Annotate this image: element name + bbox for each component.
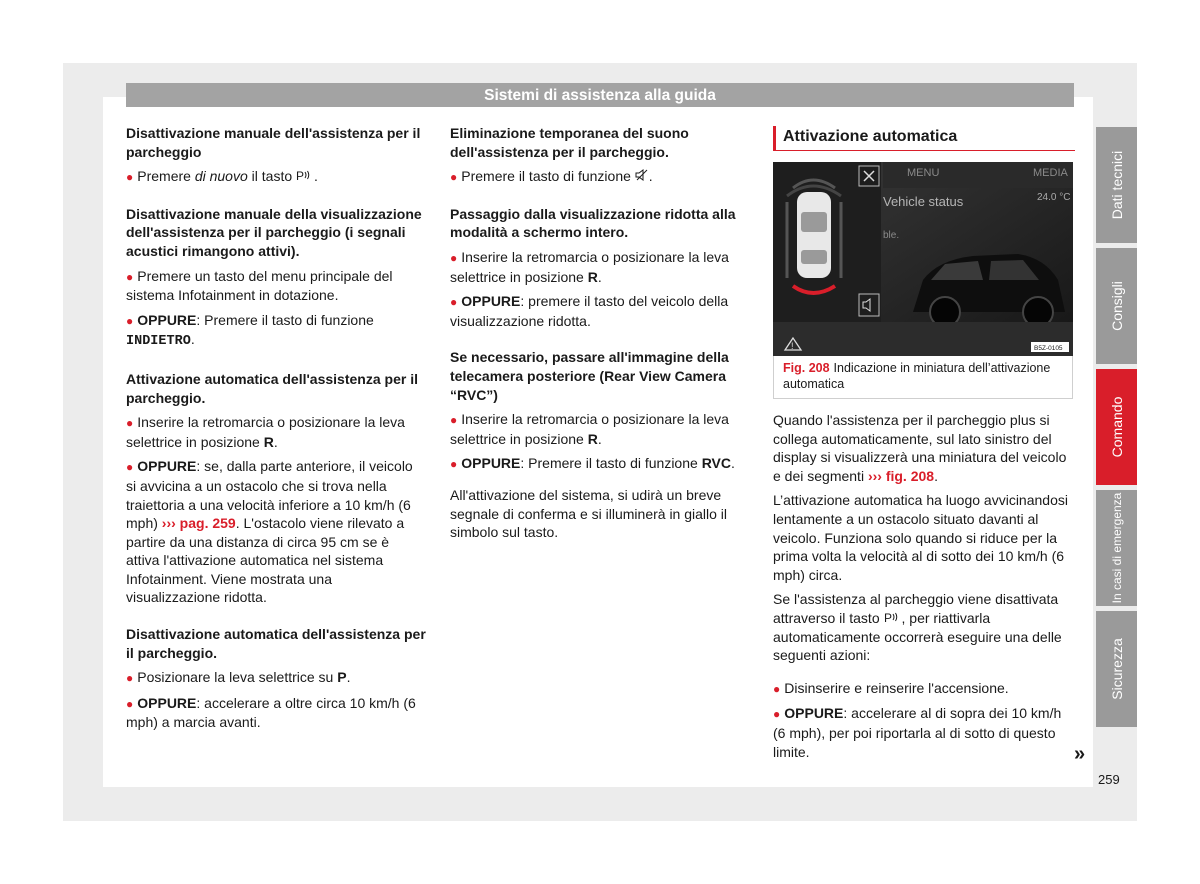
- page-number: 259: [1098, 772, 1120, 787]
- tab-dati-tecnici[interactable]: Dati tecnici: [1096, 127, 1137, 243]
- bullet-icon: ●: [450, 250, 458, 265]
- paragraph: Quando l'assistenza per il parcheggio plus si collega automaticamente, sul lato sinistro del display si visualizzerà una miniatura del veicolo e dei segmenti ››› fig. 208.: [773, 412, 1067, 484]
- speaker-mute-icon: [635, 169, 649, 181]
- tab-comando[interactable]: Comando: [1096, 369, 1137, 485]
- park-assist-icon: [884, 611, 902, 623]
- temperature-label: 24.0 °C: [1037, 192, 1071, 203]
- vehicle-status-label: Vehicle status: [883, 194, 964, 209]
- partial-label: ble.: [883, 230, 900, 241]
- heading-manual-display-deactivation: Disattivazione manuale della visualizzazione dell'assistenza per il parcheggio (i segnali acustici rimangono attivi).: [126, 205, 422, 259]
- bullet-icon: ●: [773, 707, 781, 722]
- paragraph: ● Premere il tasto di funzione .: [450, 168, 653, 185]
- section-title: Attivazione automatica: [773, 126, 1075, 151]
- figure-code: B5Z-0105: [1034, 345, 1063, 352]
- column-2: [450, 124, 750, 548]
- paragraph: L’attivazione automatica ha luogo avvicinandosi lentamente a un ostacolo situato davanti al veicolo. Funziona solo quando si riduce per la prima volta la velocità al di sotto dei 10 km/h (6 mph) circa.: [773, 492, 1068, 583]
- paragraph: ● OPPURE: Premere il tasto di funzione RVC.: [450, 455, 735, 472]
- paragraph: ● OPPURE: se, dalla parte anteriore, il veicolo si avvicina a un ostacolo che si trova nella traiettoria a una velocità inferiore a 10 km/h (6 mph) ››› pag. 259. L'ostacolo viene rilevato a partire da una distanza di circa 95 cm se è attiva l'attivazione automatica nel sistema Infotainment. Viene mostrata una visualizzazione ridotta.: [126, 458, 413, 606]
- bullet-icon: ●: [450, 170, 458, 185]
- bullet-icon: ●: [450, 295, 458, 310]
- paragraph: ● OPPURE: accelerare a oltre circa 10 km/h (6 mph) a marcia avanti.: [126, 694, 416, 731]
- paragraph: ● Premere un tasto del menu principale del sistema Infotainment in dotazione.: [126, 267, 393, 304]
- park-assist-icon: [296, 169, 314, 181]
- heading-auto-activation: Attivazione automatica dell'assistenza per il parcheggio.: [126, 370, 418, 406]
- heading-temporary-mute: Eliminazione temporanea del suono dell'assistenza per il parcheggio.: [450, 125, 689, 160]
- menu-label: MENU: [907, 167, 940, 179]
- media-label: MEDIA: [1033, 167, 1068, 179]
- page-reference-link[interactable]: ››› pag. 259: [161, 515, 236, 532]
- heading-manual-deactivation: Disattivazione manuale dell'assistenza per il parcheggio: [126, 125, 421, 160]
- bullet-icon: ●: [126, 416, 134, 431]
- section-header: Sistemi di assistenza alla guida: [126, 83, 1074, 107]
- bullet-icon: ●: [773, 681, 781, 696]
- svg-text:P: P: [883, 610, 892, 623]
- paragraph: All'attivazione del sistema, si udirà un breve segnale di conferma e si illuminerà in giallo il simbolo sul tasto.: [450, 486, 728, 541]
- figure-reference-link[interactable]: ››› fig. 208: [867, 467, 935, 484]
- paragraph: Se l'assistenza al parcheggio viene disattivata attraverso il tasto P , per riattivarla automaticamente occorrerà eseguire una delle seguenti azioni:: [773, 591, 1062, 664]
- tab-sicurezza[interactable]: Sicurezza: [1096, 611, 1137, 727]
- bullet-icon: ●: [126, 671, 134, 686]
- figure-caption: Fig. 208 Indicazione in miniatura dell’attivazione automatica: [773, 356, 1073, 399]
- heading-fullscreen: Passaggio dalla visualizzazione ridotta alla modalità a schermo intero.: [450, 205, 736, 241]
- bullet-icon: ●: [126, 313, 134, 328]
- tab-emergenza[interactable]: In casi di emergenza: [1096, 490, 1137, 606]
- paragraph: ● Inserire la retromarcia o posizionare la leva selettrice in posizione R.: [450, 411, 729, 447]
- paragraph: ● Premere di nuovo il tasto P .: [126, 168, 318, 185]
- heading-rear-camera: Se necessario, passare all'immagine della telecamera posteriore (Rear View Camera “RVC”): [450, 349, 729, 403]
- svg-text:!: !: [791, 341, 794, 351]
- paragraph: ● OPPURE: premere il tasto del veicolo della visualizzazione ridotta.: [450, 293, 729, 329]
- bullet-icon: ●: [126, 170, 134, 185]
- paragraph: ● OPPURE: accelerare al di sopra dei 10 km/h (6 mph), per poi riportarla al di sotto di questo limite.: [773, 705, 1062, 760]
- paragraph: ● Posizionare la leva selettrice su P.: [126, 669, 351, 686]
- column-1: [126, 124, 426, 738]
- bullet-icon: ●: [126, 696, 134, 711]
- paragraph: ● OPPURE: Premere il tasto di funzione INDIETRO.: [126, 311, 374, 350]
- heading-auto-deactivation: Disattivazione automatica dell'assistenza per il parcheggio.: [126, 626, 426, 661]
- figure-208: [773, 162, 1073, 356]
- paragraph: ● Inserire la retromarcia o posizionare la leva selettrice in posizione R.: [126, 414, 405, 450]
- bullet-icon: ●: [126, 460, 134, 475]
- infotainment-screen-image: [773, 162, 1073, 356]
- paragraph: ● Inserire la retromarcia o posizionare la leva selettrice in posizione R.: [450, 248, 729, 285]
- paragraph: ● Disinserire e reinserire l'accensione.: [773, 679, 1009, 696]
- bullet-icon: ●: [126, 269, 134, 284]
- svg-text:P: P: [296, 169, 305, 182]
- bullet-icon: ●: [450, 457, 458, 472]
- column-3: [773, 126, 1075, 767]
- bullet-icon: ●: [450, 413, 458, 428]
- tab-consigli[interactable]: Consigli: [1096, 248, 1137, 364]
- continue-icon: »: [1074, 743, 1086, 765]
